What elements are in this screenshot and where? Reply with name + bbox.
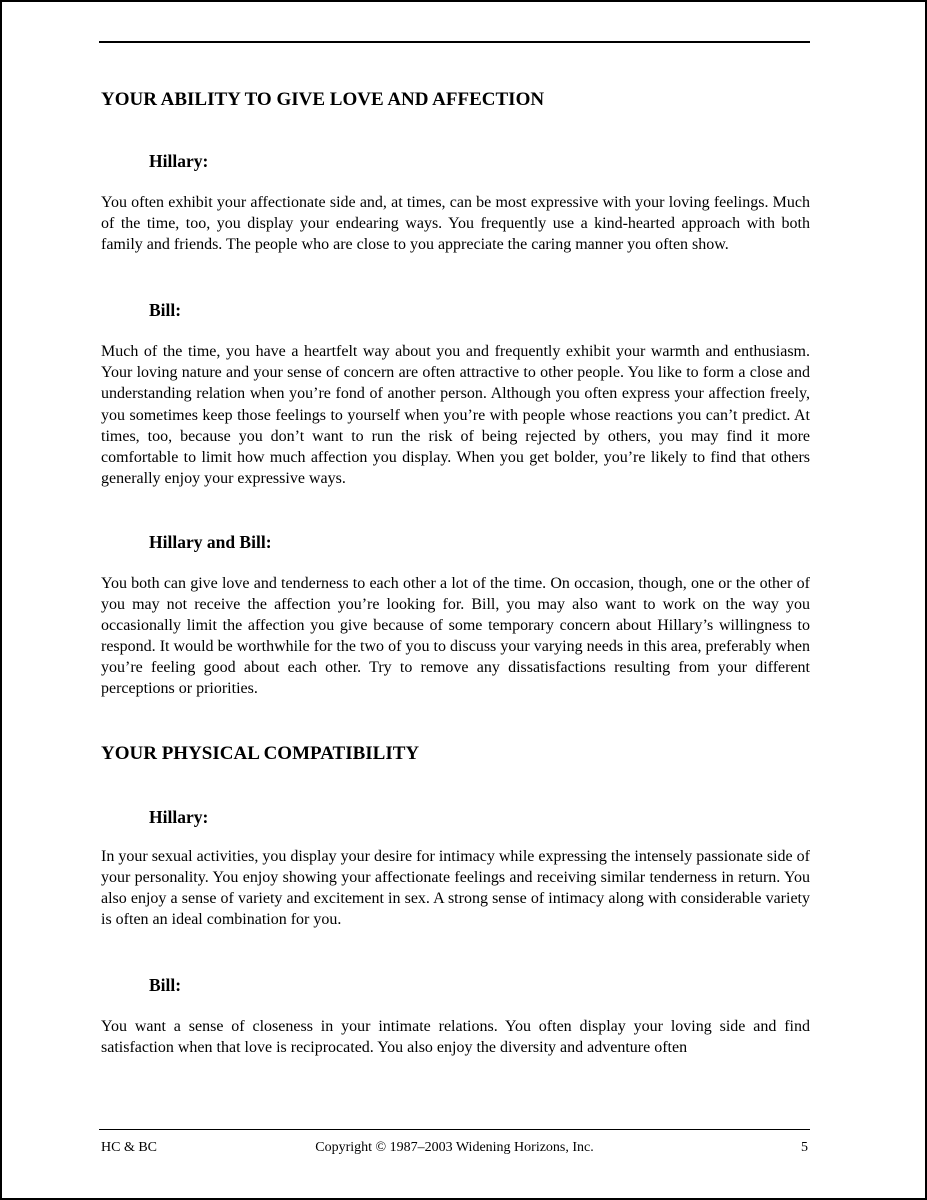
subsection-heading-hillary-physical: Hillary: — [149, 806, 209, 827]
paragraph-both-love: You both can give love and tenderness to each other a lot of the time. On occasion, though, one or the other of you may not receive the affection you’re looking for. Bill, you may also want to work on the way you occasionally limit the affection you give because of some temporary concern about Hillary’s willingness to respond. It would be worthwhile for the two of you to discuss your varying needs in this area, preferably when you’re feeling good about each other. Try to remove any dissatisfactions resulting from your different perceptions or priorities. — [101, 574, 810, 698]
paragraph-hillary-physical: In your sexual activities, you display your desire for intimacy while expressing the intensely passionate side of your personality. You enjoy showing your affectionate feelings and receiving similar tenderness in return. You also enjoy a sense of variety and excitement in sex. A strong sense of intimacy along with considerable variety is often an ideal combination for you. — [101, 847, 810, 928]
paragraph-hillary-love: You often exhibit your affectionate side and, at times, can be most expressive with your loving feelings. Much of the time, too, you display your endearing ways. You frequently use a kind-hearted approach with both family and friends. The people who are close to you appreciate the caring manner you often show. — [101, 194, 810, 254]
subsection-heading-bill-physical: Bill: — [149, 974, 182, 995]
page-content — [101, 88, 810, 1058]
paragraph-bill-love: Much of the time, you have a heartfelt way about you and frequently exhibit your warmth and enthusiasm. Your loving nature and your sense of concern are often attractive to other people. You like to form a close and understanding relation when you’re fond of another person. Although you often express your affection freely, you sometimes keep those feelings to yourself when you’re with people whose reactions you can’t predict. At times, too, because you don’t want to run the risk of being rejected by others, you may find it more comfortable to limit how much affection you display. When you get bolder, you’re likely to find that others generally enjoy your expressive ways. — [101, 343, 810, 487]
header-rule — [99, 41, 810, 43]
section-title-love: YOUR ABILITY TO GIVE LOVE AND AFFECTION — [101, 89, 545, 110]
footer-copyright: Copyright © 1987–2003 Widening Horizons, Inc. — [315, 1140, 594, 1155]
page-number: 5 — [801, 1140, 808, 1155]
subsection-heading-bill-love: Bill: — [149, 300, 182, 321]
subsection-heading-both-love: Hillary and Bill: — [149, 531, 272, 552]
subsection-heading-hillary-love: Hillary: — [149, 151, 209, 171]
footer-initials: HC & BC — [101, 1140, 158, 1155]
footer-rule — [99, 1129, 810, 1130]
section-title-physical: YOUR PHYSICAL COMPATIBILITY — [101, 742, 420, 764]
paragraph-bill-physical: You want a sense of closeness in your intimate relations. You often display your loving side and find satisfaction when that love is reciprocated. You also enjoy the diversity and adventure often — [101, 1017, 810, 1056]
